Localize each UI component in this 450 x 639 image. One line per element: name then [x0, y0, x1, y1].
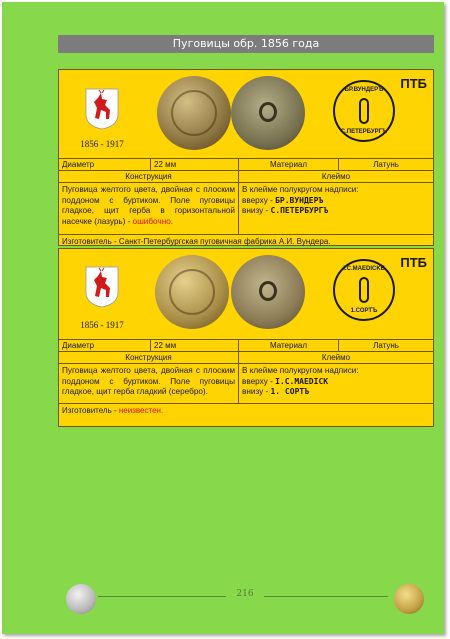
- manufacturer-row: Изготовитель - неизвестен.: [59, 403, 433, 417]
- coat-of-arms-icon: [85, 266, 119, 308]
- stamp-text: В клейме полукругом надписи: вверху - БР.ВУНДЕРЪ внизу - С.ПЕТЕРБУРГЪ: [242, 185, 359, 215]
- footer-divider: [264, 596, 388, 597]
- stamp-text: В клейме полукругом надписи: вверху - I.C.MAEDICK внизу - 1. СОРТЪ: [242, 366, 359, 396]
- construction-text: Пуговица желтого цвета, двойная с плоским поддоном с буртиком. Поле пуговицы гладкое, щит герба гладкий (серебро).: [59, 364, 239, 403]
- button-card-1: [58, 69, 434, 246]
- button-card-2: [58, 248, 434, 427]
- description-row: [59, 363, 433, 403]
- description-row: [59, 182, 433, 234]
- button-face-image: [155, 255, 229, 329]
- page-number: 216: [236, 589, 254, 599]
- silver-medal-icon: [66, 584, 96, 614]
- footer-divider: [98, 596, 226, 597]
- button-back-image: [231, 255, 305, 329]
- page: [2, 2, 444, 634]
- years-label: 1856 - 1917: [80, 139, 124, 149]
- button-back-image: [231, 76, 305, 150]
- image-row: [59, 249, 433, 339]
- manufacturer-row: Изготовитель - Санкт-Петербургская пуговичная фабрика А.И. Вундера.: [59, 234, 433, 248]
- params-row: Диаметр 22 мм Материал Латунь: [59, 339, 433, 351]
- button-face-image: [157, 76, 231, 150]
- type-tag: ПТБ: [400, 76, 427, 91]
- image-row: [59, 70, 433, 158]
- params-row: Диаметр 22 мм Материал Латунь: [59, 158, 433, 170]
- section-header-row: Конструкция Клеймо: [59, 351, 433, 363]
- stamp-drawing: I.C.MAEDICKE 1.СОРТЪ: [333, 259, 395, 321]
- gold-medal-icon: [394, 584, 424, 614]
- section-header-row: Конструкция Клеймо: [59, 170, 433, 182]
- construction-text: Пуговица желтого цвета, двойная с плоским поддоном с буртиком. Поле пуговицы гладкое, щит герба в горизонтальной насечке (лазурь) - ошибочно.: [59, 183, 239, 234]
- stamp-drawing: БР.ВУНДЕРЪ С.ПЕТЕРБУРГЪ: [333, 80, 395, 142]
- type-tag: ПТБ: [400, 255, 427, 270]
- years-label: 1856 - 1917: [80, 320, 124, 330]
- coat-of-arms-icon: [85, 88, 119, 130]
- page-title: Пуговицы обр. 1856 года: [58, 35, 434, 53]
